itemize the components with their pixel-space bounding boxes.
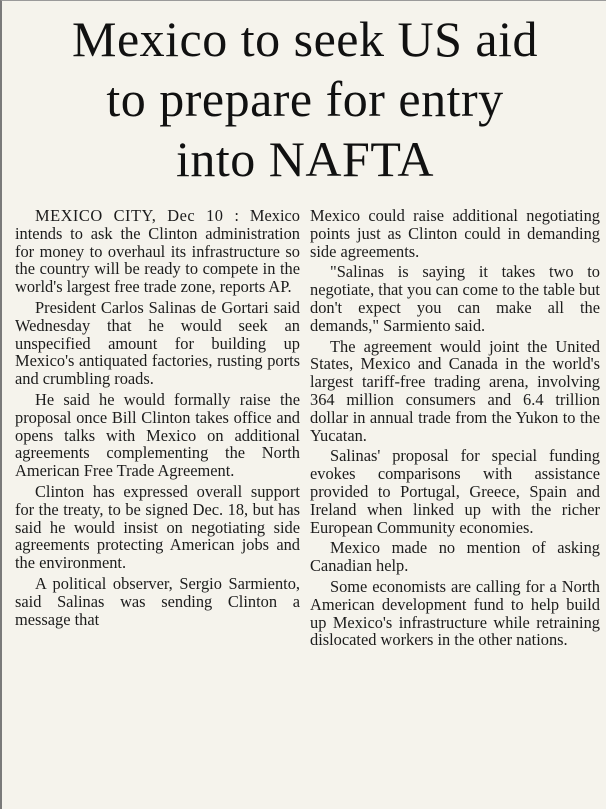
article-paragraph: Clinton has expressed overall support for the treaty, to be signed Dec. 18, but has said he would insist on negotiating side agreements protecting American jobs and the environment.	[15, 481, 300, 573]
headline-line-2: to prepare for entry	[106, 71, 504, 127]
article-paragraph: Some economists are calling for a North American development fund to help build up Mexico's infrastructure while retraining dislocated workers in the other nations.	[310, 576, 600, 650]
dateline: MEXICO CITY, Dec 10 :	[35, 206, 240, 225]
article-paragraph: A political observer, Sergio Sarmiento, said Salinas was sending Clinton a message that	[15, 573, 300, 629]
article-paragraph: Salinas' proposal for special funding evokes comparisons with assistance provided to Portugal, Greece, Spain and Ireland when linked up with the richer European Community economies.	[310, 446, 600, 537]
article-paragraph: President Carlos Salinas de Gortari said Wednesday that he would seek an unspecified amount for building up Mexico's antiquated factories, rusting ports and crumbling roads.	[15, 297, 300, 389]
article-paragraph	[15, 207, 300, 296]
article-paragraph: He said he would formally raise the proposal once Bill Clinton takes office and opens talks with Mexico on additional agreements complementing the North American Free Trade Agreement.	[15, 389, 300, 481]
article-paragraph: "Salinas is saying it takes two to negotiate, that you can come to the table but don't expect you can make all the demands," Sarmiento said.	[310, 262, 600, 335]
headline-line-1: Mexico to seek US aid	[72, 11, 538, 67]
headline-line-3: into NAFTA	[176, 131, 434, 187]
article-column-right	[310, 207, 600, 652]
article-column-left	[15, 207, 300, 631]
article-paragraph: Mexico could raise additional negotiating points just as Clinton could in demanding side agreements.	[310, 206, 600, 261]
paragraph-text: Mexico intends to ask the Clinton administration for money to overhaul its infrastructure so the country will be ready to compete in the world's largest free trade zone, reports AP.	[15, 206, 300, 297]
headline	[2, 9, 606, 189]
article-paragraph: Mexico made no mention of asking Canadian help.	[310, 538, 600, 576]
article-paragraph: The agreement would joint the United States, Mexico and Canada in the world's largest tariff-free trading arena, involving 364 million consumers and 6.4 trillion dollar in annual trade from the Yukon to the Yucatan.	[310, 336, 600, 445]
